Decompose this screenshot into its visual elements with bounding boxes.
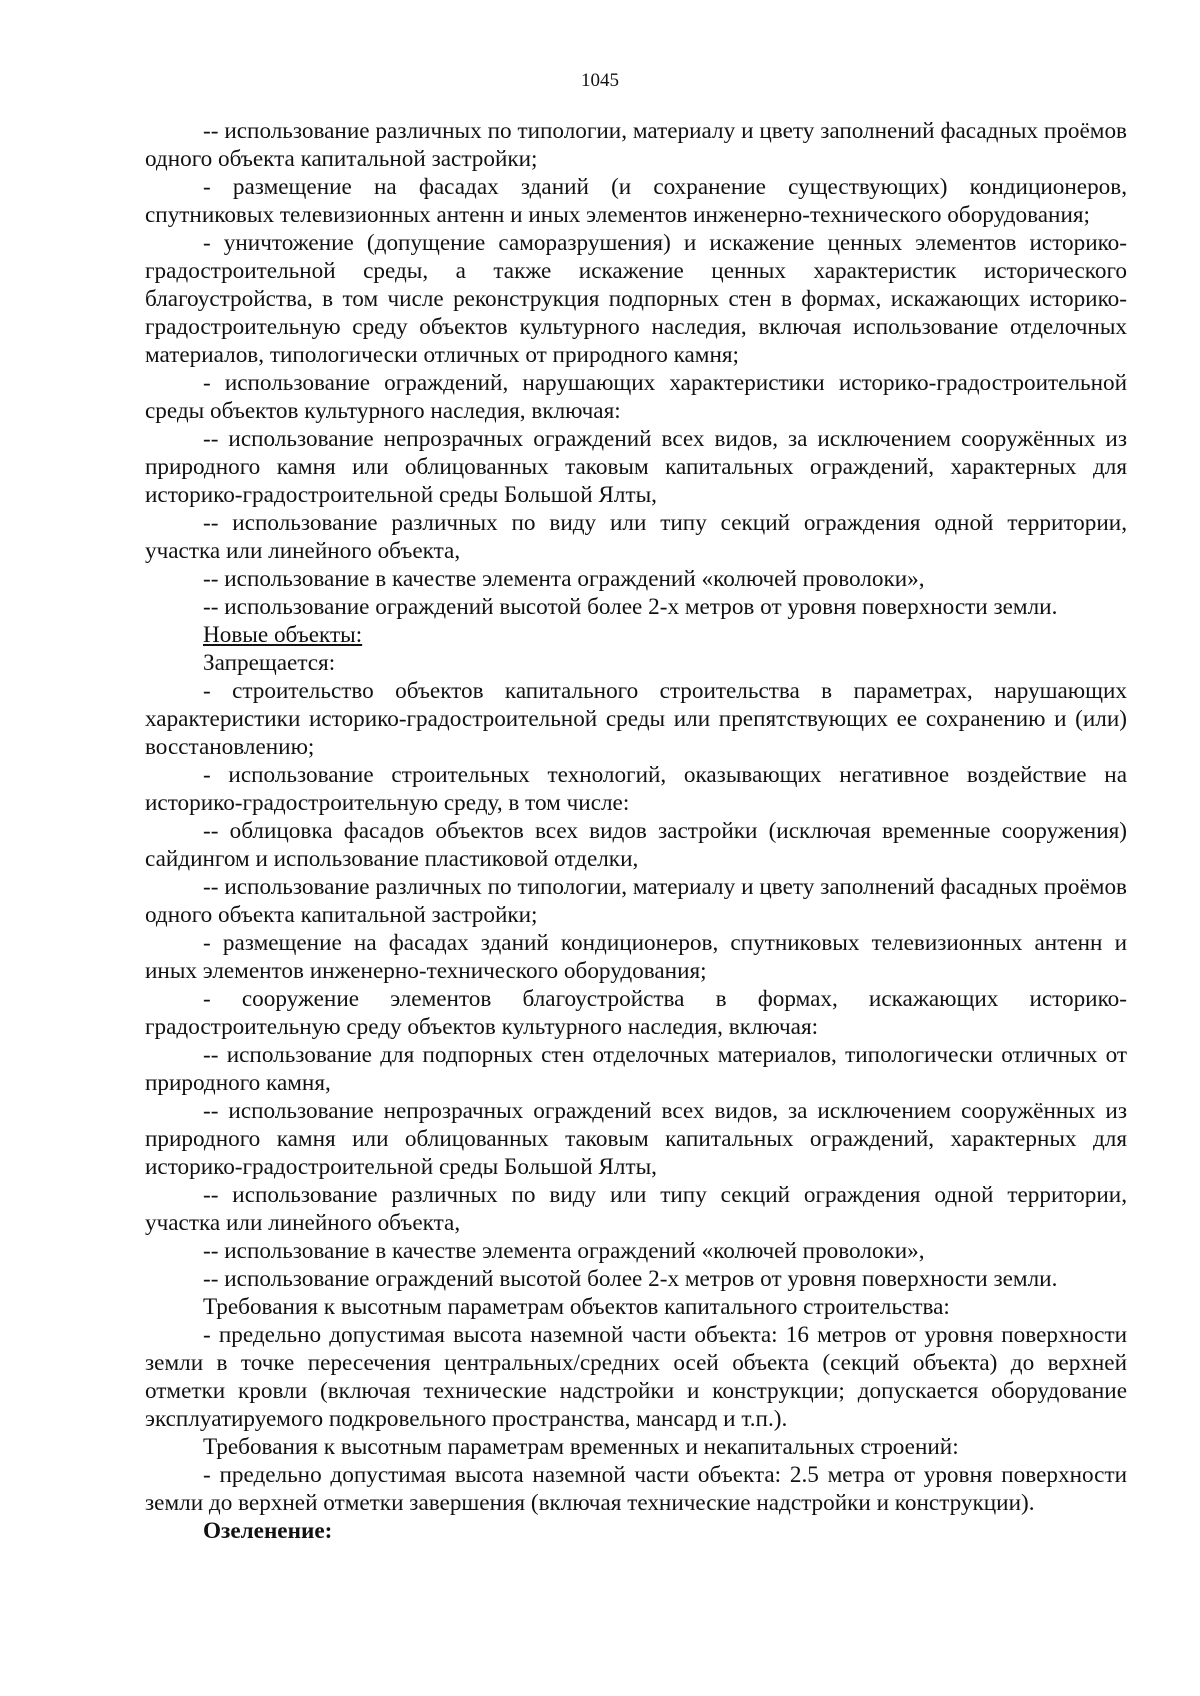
paragraph: -- использование различных по типологии, материалу и цвету заполнений фасадных проёмов одного объекта капитальной застройки; — [145, 874, 1127, 928]
paragraph: - предельно допустимая высота наземной части объекта: 2.5 метра от уровня поверхности земли до верхней отметки завершения (включая технические надстройки и конструкции). — [145, 1462, 1127, 1516]
section-heading-new-objects — [145, 621, 1127, 649]
paragraph: -- облицовка фасадов объектов всех видов застройки (исключая временные сооружения) сайдингом и использование пластиковой отделки, — [145, 818, 1127, 872]
paragraph: -- использование для подпорных стен отделочных материалов, типологически отличных от природного камня, — [145, 1042, 1127, 1096]
paragraph: -- использование в качестве элемента ограждений «колючей проволоки», — [203, 1238, 925, 1264]
document-body — [145, 117, 1127, 1545]
paragraph: -- использование в качестве элемента ограждений «колючей проволоки», — [203, 566, 925, 592]
paragraph: - сооружение элементов благоустройства в формах, искажающих историко-градостроительную среду объектов культурного наследия, включая: — [145, 986, 1127, 1040]
paragraph: -- использование различных по виду или типу секций ограждения одной территории, участка или линейного объекта, — [145, 1182, 1127, 1236]
paragraph: -- использование ограждений высотой более 2-х метров от уровня поверхности земли. — [203, 594, 1058, 620]
section-heading-text: Новые объекты: — [203, 622, 363, 648]
paragraph: -- использование ограждений высотой более 2-х метров от уровня поверхности земли. — [203, 1266, 1058, 1292]
paragraph: Требования к высотным параметрам объектов капитального строительства: — [203, 1294, 950, 1320]
paragraph: -- использование различных по типологии, материалу и цвету заполнений фасадных проёмов одного объекта капитальной застройки; — [145, 118, 1127, 172]
paragraph: - размещение на фасадах зданий кондиционеров, спутниковых телевизионных антенн и иных элементов инженерно-технического оборудования; — [145, 930, 1127, 984]
paragraph: Запрещается: — [203, 650, 336, 676]
paragraph: - использование ограждений, нарушающих характеристики историко-градостроительной среды объектов культурного наследия, включая: — [145, 370, 1127, 424]
paragraph: - предельно допустимая высота наземной части объекта: 16 метров от уровня поверхности земли в точке пересечения центральных/средних осей объекта (секций объекта) до верхней отметки кровли (включая технические надстройки и конструкции; допускается оборудование эксплуатируемого подкровельного пространства, мансард и т.п.). — [145, 1322, 1127, 1432]
section-heading-text: Озеленение: — [203, 1518, 333, 1544]
paragraph: -- использование непрозрачных ограждений всех видов, за исключением сооружённых из природного камня или облицованных таковым капитальных ограждений, характерных для историко-градостроительной среды Большой Ялты, — [145, 1098, 1127, 1180]
paragraph: - строительство объектов капитального строительства в параметрах, нарушающих характеристики историко-градостроительной среды или препятствующих ее сохранению и (или) восстановлению; — [145, 678, 1127, 760]
paragraph: Требования к высотным параметрам временных и некапитальных строений: — [203, 1434, 959, 1460]
paragraph: - уничтожение (допущение саморазрушения) и искажение ценных элементов историко-градостроительной среды, а также искажение ценных характеристик исторического благоустройства, в том числе реконструкция подпорных стен в формах, искажающих историко-градостроительную среду объектов культурного наследия, включая использование отделочных материалов, типологически отличных от природного камня; — [145, 230, 1127, 368]
page-number: 1045 — [581, 70, 619, 91]
paragraph: - использование строительных технологий, оказывающих негативное воздействие на историко-градостроительную среду, в том числе: — [145, 762, 1127, 816]
section-heading-greening — [145, 1517, 1127, 1545]
paragraph: - размещение на фасадах зданий (и сохранение существующих) кондиционеров, спутниковых телевизионных антенн и иных элементов инженерно-технического оборудования; — [145, 174, 1127, 228]
paragraph: -- использование различных по виду или типу секций ограждения одной территории, участка или линейного объекта, — [145, 510, 1127, 564]
paragraph: -- использование непрозрачных ограждений всех видов, за исключением сооружённых из природного камня или облицованных таковым капитальных ограждений, характерных для историко-градостроительной среды Большой Ялты, — [145, 426, 1127, 508]
